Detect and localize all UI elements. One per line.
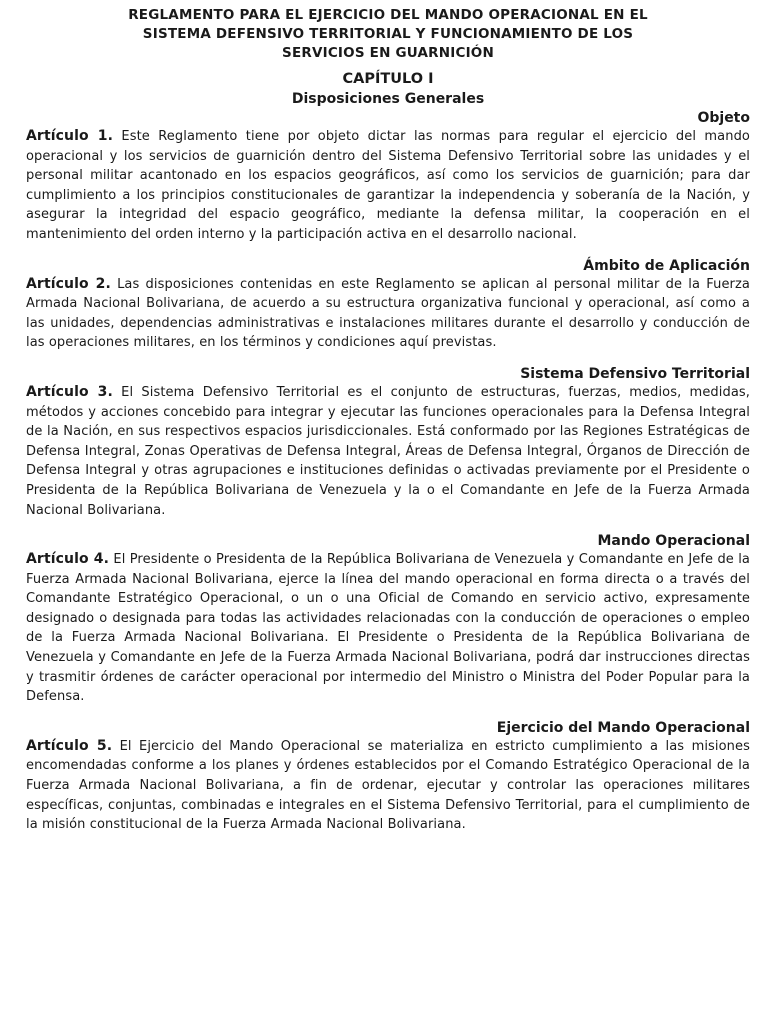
article-body	[26, 127, 750, 245]
article-heading: Ejercicio del Mando Operacional	[496, 719, 750, 736]
article-label: Artículo 1.	[26, 128, 114, 144]
article-heading: Mando Operacional	[597, 533, 750, 550]
article-label: Artículo 4.	[26, 551, 110, 568]
article-label: Artículo 5.	[26, 737, 113, 754]
title-line-1: REGLAMENTO PARA EL EJERCICIO DEL MANDO OPERACIONAL EN EL	[128, 7, 648, 23]
article-body	[26, 383, 750, 520]
article-label: Artículo 3.	[26, 383, 113, 400]
article-text: Las disposiciones contenidas en este Reglamento se aplican al personal militar de la Fuerza Armada Nacional Bolivariana, de acuerdo a su estructura organizativa funcional y operacional, así como a las unidades, dependencias administrativas e instalaciones militares durante el desarrollo y conducción de las operaciones militares, en los términos y condiciones aquí previstas.	[26, 276, 750, 351]
article-text: El Presidente o Presidenta de la República Bolivariana de Venezuela y Comandante en Jefe de la Fuerza Armada Nacional Bolivariana, ejerce la línea del mando operacional en forma directa o a través del Comandante Estratégico Operacional, o un o una Oficial de Comando en servicio activo, expresamente designado o designada para todas las actividades relacionadas con la conducción de operaciones o empleo de la Fuerza Armada Nacional Bolivariana. El Presidente o Presidenta de la República Bolivariana de Venezuela y Comandante en Jefe de la Fuerza Armada Nacional Bolivariana, podrá dar instrucciones directas y trasmitir órdenes de carácter operacional por intermedio del Ministro o Ministra del Poder Popular para la Defensa.	[26, 552, 750, 705]
article-text: Este Reglamento tiene por objeto dictar las normas para regular el ejercicio del mando operacional y los servicios de guarnición dentro del Sistema Defensivo Territorial sobre las unidades y el personal militar acantonado en los espacios geográficos, así como los servicios de guarnición; para dar cumplimiento a los principios constitucionales de garantizar la independencia y soberanía de la Nación, y asegurar la integridad del espacio geográfico, mediante la defensa militar, la cooperación en el mantenimiento del orden interno y la participación activa en el desarrollo nacional.	[26, 129, 750, 242]
article-body	[26, 275, 750, 353]
article-heading: Sistema Defensivo Territorial	[520, 365, 750, 382]
chapter-number: CAPÍTULO I	[342, 71, 434, 87]
article-heading: Objeto	[697, 110, 750, 126]
article-body	[26, 737, 750, 835]
article-heading: Ámbito de Aplicación	[583, 257, 750, 274]
article-label: Artículo 2.	[26, 275, 111, 292]
chapter-title: Disposiciones Generales	[291, 91, 485, 107]
document-title	[26, 6, 750, 63]
article-body	[26, 550, 750, 707]
title-line-2: SISTEMA DEFENSIVO TERRITORIAL Y FUNCIONAMIENTO DE LOS	[142, 26, 634, 42]
title-line-3: SERVICIOS EN GUARNICIÓN	[282, 45, 494, 61]
article-text: El Ejercicio del Mando Operacional se materializa en estricto cumplimiento a las misiones encomendadas conforme a los planes y órdenes establecidos por el Comando Estratégico Operacional de la Fuerza Armada Nacional Bolivariana, a fin de ordenar, ejecutar y controlar las operaciones militares específicas, conjuntas, combinadas e integrales en el Sistema Defensivo Territorial, para el cumplimiento de la misión constitucional de la Fuerza Armada Nacional Bolivariana.	[26, 738, 750, 833]
article-text: El Sistema Defensivo Territorial es el conjunto de estructuras, fuerzas, medios, medidas, métodos y acciones concebido para integrar y ejecutar las funciones operacionales para la Defensa Integral de la Nación, en sus respectivos espacios jurisdiccionales. Está conformado por las Regiones Estratégicas de Defensa Integral, Zonas Operativas de Defensa Integral, Áreas de Defensa Integral, Órganos de Dirección de Defensa Integral y otras agrupaciones e instituciones definidas o activadas previamente por el Presidente o Presidenta de la República Bolivariana de Venezuela y la o el Comandante en Jefe de la Fuerza Armada Nacional Bolivariana.	[26, 384, 751, 518]
